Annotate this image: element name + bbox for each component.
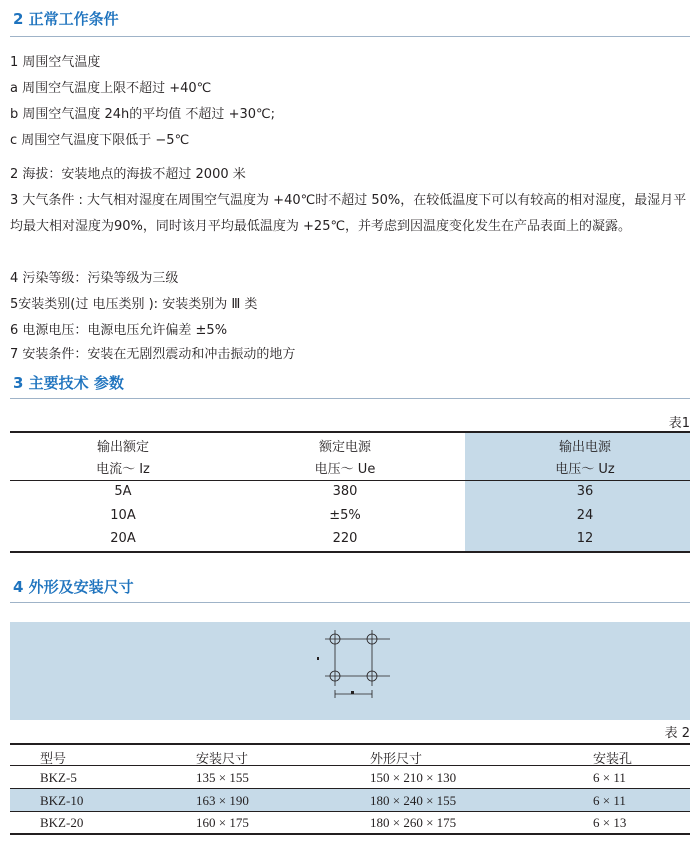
table-cell: 10A bbox=[110, 508, 136, 523]
header-cell: 电流～ Iz bbox=[96, 462, 150, 477]
header-cell: 电压～ Uz bbox=[555, 462, 615, 477]
dimension-marker bbox=[317, 657, 319, 660]
table-cell: 5A bbox=[114, 484, 132, 499]
table-cell: 180 × 260 × 175 bbox=[370, 815, 457, 830]
table-cell: 12 bbox=[576, 531, 594, 546]
table-cell: 24 bbox=[576, 508, 594, 523]
section-4-title: 4 外形及安装尺寸 bbox=[13, 578, 134, 596]
header-cell: 电压～ Ue bbox=[314, 462, 376, 477]
condition-line: b 周围空气温度 24h的平均值 不超过 +30℃; bbox=[10, 107, 275, 122]
condition-line: 1 周围空气温度 bbox=[10, 55, 101, 70]
table-top-rule bbox=[10, 431, 690, 433]
table-top-rule bbox=[10, 743, 690, 745]
table-cell: 163 × 190 bbox=[196, 793, 249, 808]
table-cell: BKZ-5 bbox=[40, 770, 77, 785]
table-cell: 220 bbox=[332, 531, 358, 546]
table-cell: 160 × 175 bbox=[196, 815, 249, 830]
table-cell: 36 bbox=[576, 484, 594, 499]
table-cell: 150 × 210 × 130 bbox=[370, 770, 457, 785]
section-3-divider bbox=[10, 398, 690, 399]
condition-line: 2 海拔：安装地点的海拔不超过 2000 米 bbox=[10, 167, 246, 182]
table-1-label: 表1 bbox=[668, 416, 690, 431]
section-4-divider bbox=[10, 602, 690, 603]
section-3-title: 3 主要技术 参数 bbox=[13, 374, 124, 392]
table-bottom-rule bbox=[10, 551, 690, 553]
condition-line: a 周围空气温度上限不超过 +40℃ bbox=[10, 81, 212, 96]
table-cell: ±5% bbox=[329, 508, 361, 523]
condition-paragraph: 3 大气条件 : 大气相对湿度在周围空气温度为 +40℃时不超过 50%，在较低温度下可以有较高的相对湿度，最湿月平均最大相对湿度为90%，同时该月平均最低温度为 +25℃，并考虑到因温度变化发生在产品表面上的凝露。 bbox=[10, 193, 687, 234]
table-cell: 6 × 11 bbox=[593, 793, 626, 808]
table-header-rule bbox=[10, 480, 690, 481]
mounting-diagram-panel bbox=[10, 622, 690, 720]
table-cell: 135 × 155 bbox=[196, 770, 249, 785]
header-cell: 安装孔 bbox=[593, 752, 633, 767]
table-header-rule bbox=[10, 765, 690, 766]
condition-line: 4 污染等级：污染等级为三级 bbox=[10, 271, 179, 286]
dimension-marker bbox=[351, 691, 354, 694]
table-bottom-rule bbox=[10, 833, 690, 835]
mounting-hole-diagram bbox=[10, 622, 690, 720]
section-2-title: 2 正常工作条件 bbox=[13, 10, 119, 28]
table-cell: 380 bbox=[332, 484, 358, 499]
table-row-rule bbox=[10, 788, 690, 789]
table-cell: 6 × 11 bbox=[593, 770, 626, 785]
header-cell: 输出额定 bbox=[96, 440, 149, 455]
header-cell: 输出电源 bbox=[558, 440, 611, 455]
table-2-label: 表 2 bbox=[664, 726, 690, 741]
condition-line: 6 电源电压：电源电压允许偏差 ±5% bbox=[10, 323, 228, 338]
header-cell: 额定电源 bbox=[318, 440, 371, 455]
header-cell: 安装尺寸 bbox=[196, 752, 249, 767]
table-2-row-shade bbox=[10, 788, 690, 811]
section-2-divider bbox=[10, 36, 690, 37]
condition-line: 7 安装条件：安装在无剧烈震动和冲击振动的地方 bbox=[10, 347, 296, 362]
condition-line: c 周围空气温度下限低于 −5℃ bbox=[10, 133, 190, 148]
table-cell: 20A bbox=[110, 531, 136, 546]
header-cell: 型号 bbox=[40, 752, 67, 767]
condition-line: 5安装类别(过 电压类别 ): 安装类别为 Ⅲ 类 bbox=[10, 297, 258, 312]
header-cell: 外形尺寸 bbox=[370, 752, 423, 767]
table-cell: 180 × 240 × 155 bbox=[370, 793, 457, 808]
table-row-rule bbox=[10, 811, 690, 812]
table-cell: BKZ-20 bbox=[40, 815, 84, 830]
table-cell: 6 × 13 bbox=[593, 815, 627, 830]
table-cell: BKZ-10 bbox=[40, 793, 84, 808]
